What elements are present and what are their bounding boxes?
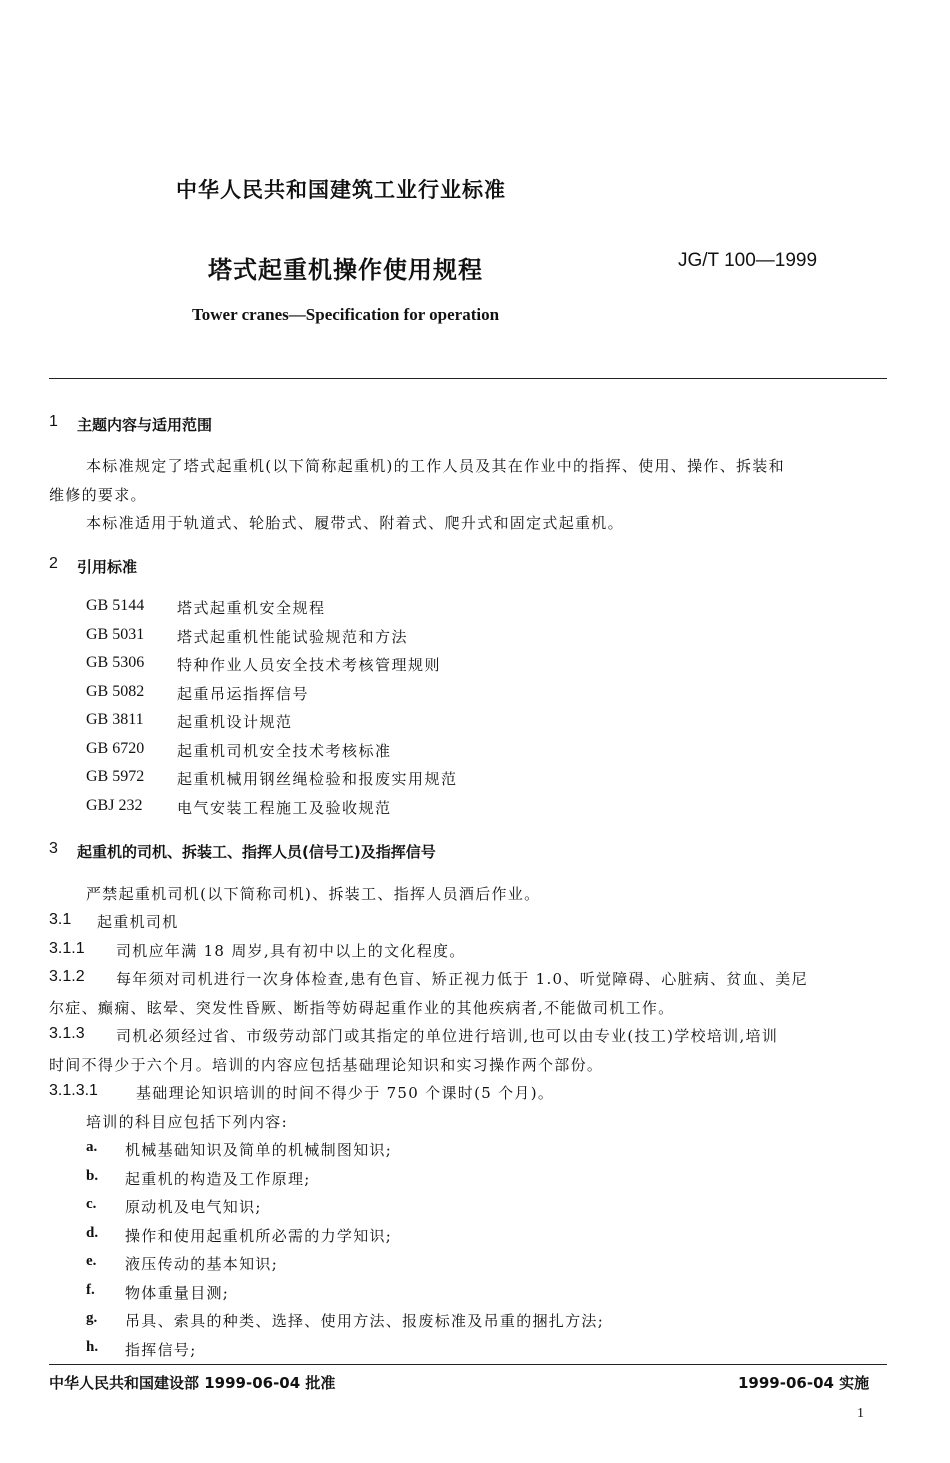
clause-3-1-3-line1: 司机必须经过省、市级劳动部门或其指定的单位进行培训,也可以由专业(技工)学校培训,培训 <box>116 1027 779 1045</box>
section-2-number: 2 <box>49 555 58 572</box>
list-item-letter: b. <box>86 1168 99 1184</box>
reference-title: 起重机司机安全技术考核标准 <box>177 742 392 760</box>
list-item-text: 指挥信号; <box>125 1341 197 1359</box>
clause-3-1-3-1-number: 3.1.3.1 <box>49 1082 98 1099</box>
list-item-letter: h. <box>86 1339 99 1355</box>
list-item-text: 物体重量目测; <box>125 1284 230 1302</box>
section-3-number: 3 <box>49 840 58 857</box>
clause-3-1-1-text: 司机应年满 18 周岁,具有初中以上的文化程度。 <box>116 942 466 960</box>
document-title: 塔式起重机操作使用规程 <box>208 256 483 284</box>
section-1-number: 1 <box>49 413 58 430</box>
effective-date-line: 1999-06-04 实施 <box>738 1374 870 1392</box>
section-1-para2: 本标准适用于轨道式、轮胎式、履带式、附着式、爬升式和固定式起重机。 <box>86 514 624 532</box>
header-divider <box>49 378 887 379</box>
issuing-authority-heading: 中华人民共和国建筑工业行业标准 <box>176 178 506 202</box>
clause-3-1-2-number: 3.1.2 <box>49 968 85 985</box>
clause-3-1-number: 3.1 <box>49 911 72 928</box>
reference-code: GB 5082 <box>86 683 145 700</box>
list-item-letter: d. <box>86 1225 99 1241</box>
standard-code: JG/T 100—1999 <box>678 250 818 271</box>
reference-title: 起重机械用钢丝绳检验和报废实用规范 <box>177 770 458 788</box>
reference-code: GB 3811 <box>86 711 144 728</box>
list-item-text: 原动机及电气知识; <box>125 1198 262 1216</box>
reference-title: 塔式起重机性能试验规范和方法 <box>177 628 409 646</box>
list-item-text: 液压传动的基本知识; <box>125 1255 279 1273</box>
reference-code: GB 6720 <box>86 740 145 757</box>
subjects-intro: 培训的科目应包括下列内容: <box>86 1113 288 1131</box>
reference-title: 特种作业人员安全技术考核管理规则 <box>177 656 442 674</box>
section-3-intro: 严禁起重机司机(以下简称司机)、拆装工、指挥人员酒后作业。 <box>86 885 541 903</box>
list-item-text: 起重机的构造及工作原理; <box>125 1170 311 1188</box>
reference-code: GB 5972 <box>86 768 145 785</box>
clause-3-1-3-line2: 时间不得少于六个月。培训的内容应包括基础理论知识和实习操作两个部份。 <box>49 1056 604 1074</box>
section-1-para1-line2: 维修的要求。 <box>49 486 147 504</box>
clause-3-1-3-number: 3.1.3 <box>49 1025 85 1042</box>
list-item-letter: e. <box>86 1253 97 1269</box>
section-2-heading: 引用标准 <box>77 558 138 576</box>
clause-3-1-3-1-text: 基础理论知识培训的时间不得少于 750 个课时(5 个月)。 <box>136 1084 555 1102</box>
reference-title: 电气安装工程施工及验收规范 <box>177 799 392 817</box>
list-item-letter: g. <box>86 1310 98 1326</box>
reference-code: GB 5031 <box>86 626 145 643</box>
clause-3-1-1-number: 3.1.1 <box>49 940 85 957</box>
list-item-text: 操作和使用起重机所必需的力学知识; <box>125 1227 393 1245</box>
reference-code: GB 5144 <box>86 597 145 614</box>
section-1-heading: 主题内容与适用范围 <box>77 416 213 434</box>
footer-divider <box>49 1364 887 1365</box>
approval-line: 中华人民共和国建设部 1999-06-04 批准 <box>49 1374 336 1392</box>
list-item-letter: f. <box>86 1282 95 1298</box>
clause-3-1-title: 起重机司机 <box>97 913 179 931</box>
list-item-text: 吊具、索具的种类、选择、使用方法、报废标准及吊重的捆扎方法; <box>125 1312 605 1330</box>
reference-title: 起重机设计规范 <box>177 713 293 731</box>
reference-title: 起重吊运指挥信号 <box>177 685 310 703</box>
reference-code: GB 5306 <box>86 654 145 671</box>
section-1-para1-line1: 本标准规定了塔式起重机(以下简称起重机)的工作人员及其在作业中的指挥、使用、操作、拆装和 <box>86 457 785 475</box>
reference-title: 塔式起重机安全规程 <box>177 599 326 617</box>
section-3-heading: 起重机的司机、拆装工、指挥人员(信号工)及指挥信号 <box>77 843 436 861</box>
list-item-letter: a. <box>86 1139 98 1155</box>
clause-3-1-2-line1: 每年须对司机进行一次身体检查,患有色盲、矫正视力低于 1.0、听觉障碍、心脏病、贫血、美尼 <box>116 970 808 988</box>
clause-3-1-2-line2: 尔症、癫痫、眩晕、突发性昏厥、断指等妨碍起重作业的其他疾病者,不能做司机工作。 <box>49 999 675 1017</box>
list-item-text: 机械基础知识及简单的机械制图知识; <box>125 1141 393 1159</box>
list-item-letter: c. <box>86 1196 97 1212</box>
english-title: Tower cranes—Specification for operation <box>192 305 500 324</box>
page-number: 1 <box>857 1406 864 1421</box>
reference-code: GBJ 232 <box>86 797 143 814</box>
